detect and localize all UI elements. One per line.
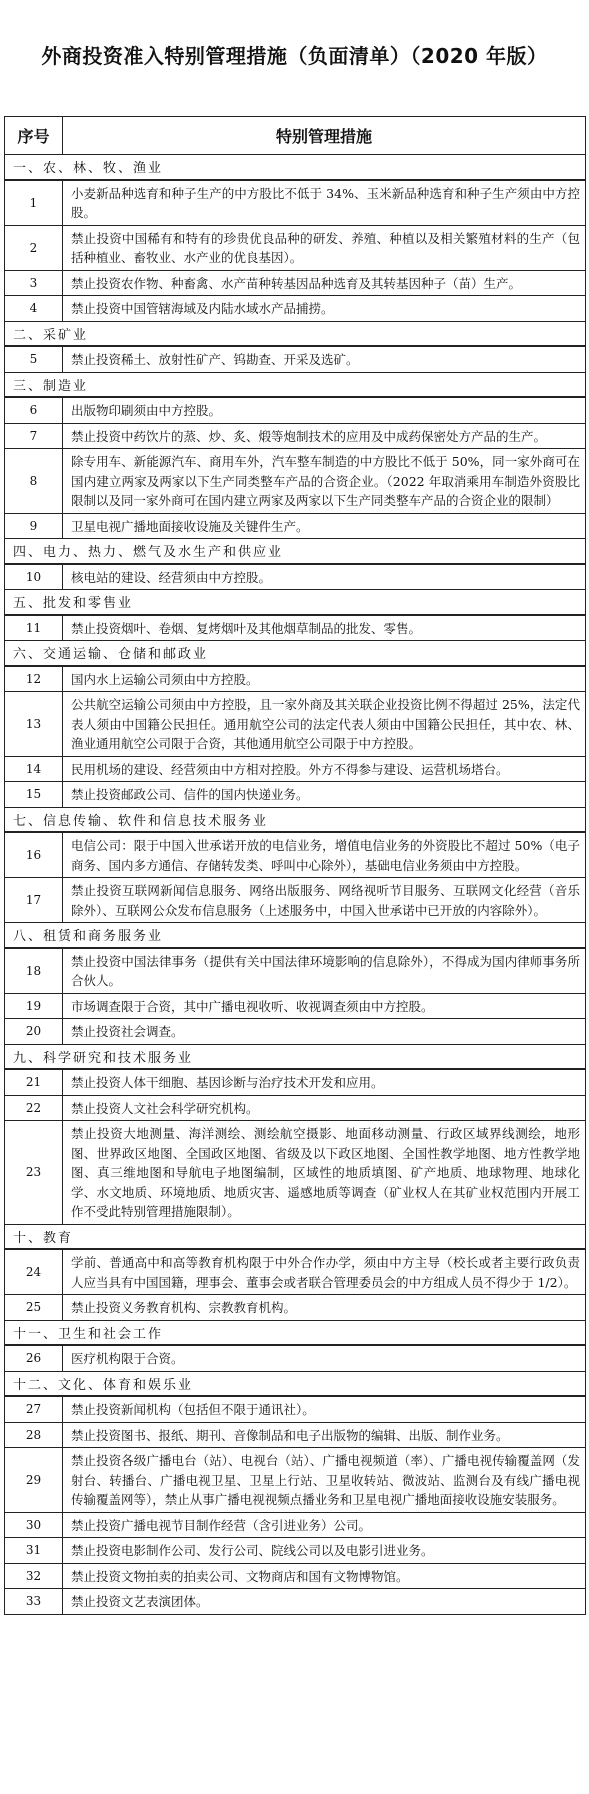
table-row bbox=[5, 423, 586, 449]
item-measure: 禁止投资稀土、放射性矿产、钨勘查、开采及选矿。 bbox=[63, 346, 586, 372]
table-row bbox=[5, 1448, 586, 1513]
section-title: 九、科学研究和技术服务业 bbox=[5, 1044, 586, 1069]
item-measure: 禁止投资大地测量、海洋测绘、测绘航空摄影、地面移动测量、行政区域界线测绘，地形图、世界政区地图、全国政区地图、省级及以下政区地图、全国性教学地图、地方性教学地图、真三维地图和导航电子地图编制，区域性的地质填图、矿产地质、地球物理、地球化学、水文地质、环境地质、地质灾害、遥感地质等调查（矿业权人在其矿业权范围内开展工作不受此特别管理措施限制）。 bbox=[63, 1121, 586, 1225]
item-number: 32 bbox=[5, 1563, 63, 1589]
table-row bbox=[5, 1422, 586, 1448]
section-row bbox=[5, 1371, 586, 1396]
item-measure: 禁止投资社会调查。 bbox=[63, 1019, 586, 1045]
item-number: 22 bbox=[5, 1095, 63, 1121]
table-row bbox=[5, 1069, 586, 1095]
table-row bbox=[5, 270, 586, 296]
item-measure: 禁止投资广播电视节目制作经营（含引进业务）公司。 bbox=[63, 1512, 586, 1538]
item-number: 8 bbox=[5, 449, 63, 514]
table-row bbox=[5, 1512, 586, 1538]
item-number: 33 bbox=[5, 1589, 63, 1615]
item-number: 13 bbox=[5, 692, 63, 757]
item-number: 30 bbox=[5, 1512, 63, 1538]
item-measure: 禁止投资义务教育机构、宗教教育机构。 bbox=[63, 1295, 586, 1321]
item-number: 3 bbox=[5, 270, 63, 296]
item-number: 2 bbox=[5, 225, 63, 270]
item-measure: 核电站的建设、经营须由中方控股。 bbox=[63, 564, 586, 590]
table-row bbox=[5, 692, 586, 757]
section-title: 十一、卫生和社会工作 bbox=[5, 1320, 586, 1345]
item-measure: 医疗机构限于合资。 bbox=[63, 1345, 586, 1371]
item-measure: 禁止投资农作物、种畜禽、水产苗种转基因品种选育及其转基因种子（苗）生产。 bbox=[63, 270, 586, 296]
table-row bbox=[5, 449, 586, 514]
item-number: 18 bbox=[5, 948, 63, 994]
item-measure: 小麦新品种选育和种子生产的中方股比不低于 34%、玉米新品种选育和种子生产须由中方控股。 bbox=[63, 180, 586, 226]
item-number: 26 bbox=[5, 1345, 63, 1371]
table-row bbox=[5, 615, 586, 641]
item-number: 16 bbox=[5, 832, 63, 878]
table-row bbox=[5, 180, 586, 226]
table-row bbox=[5, 397, 586, 423]
section-row bbox=[5, 155, 586, 180]
item-measure: 国内水上运输公司须由中方控股。 bbox=[63, 666, 586, 692]
item-measure: 卫星电视广播地面接收设施及关键件生产。 bbox=[63, 513, 586, 539]
item-measure: 禁止投资互联网新闻信息服务、网络出版服务、网络视听节目服务、互联网文化经营（音乐除外）、互联网公众发布信息服务（上述服务中，中国入世承诺中已开放的内容除外）。 bbox=[63, 878, 586, 923]
section-title: 六、交通运输、仓储和邮政业 bbox=[5, 641, 586, 666]
item-measure: 禁止投资文物拍卖的拍卖公司、文物商店和国有文物博物馆。 bbox=[63, 1563, 586, 1589]
item-measure: 禁止投资图书、报纸、期刊、音像制品和电子出版物的编辑、出版、制作业务。 bbox=[63, 1422, 586, 1448]
section-title: 四、电力、热力、燃气及水生产和供应业 bbox=[5, 539, 586, 564]
item-number: 17 bbox=[5, 878, 63, 923]
table-row bbox=[5, 832, 586, 878]
section-title: 三、制造业 bbox=[5, 372, 586, 397]
item-number: 20 bbox=[5, 1019, 63, 1045]
section-title: 十、教育 bbox=[5, 1224, 586, 1249]
table-row bbox=[5, 1563, 586, 1589]
table-row bbox=[5, 1538, 586, 1564]
item-number: 7 bbox=[5, 423, 63, 449]
item-measure: 禁止投资邮政公司、信件的国内快递业务。 bbox=[63, 782, 586, 808]
table-body bbox=[5, 155, 586, 1615]
section-title: 七、信息传输、软件和信息技术服务业 bbox=[5, 807, 586, 832]
item-number: 27 bbox=[5, 1396, 63, 1422]
item-number: 12 bbox=[5, 666, 63, 692]
section-title: 十二、文化、体育和娱乐业 bbox=[5, 1371, 586, 1396]
table-row bbox=[5, 346, 586, 372]
table-row bbox=[5, 296, 586, 322]
item-number: 31 bbox=[5, 1538, 63, 1564]
table-row bbox=[5, 513, 586, 539]
item-measure: 禁止投资人文社会科学研究机构。 bbox=[63, 1095, 586, 1121]
item-number: 1 bbox=[5, 180, 63, 226]
item-number: 29 bbox=[5, 1448, 63, 1513]
section-title: 八、租赁和商务服务业 bbox=[5, 923, 586, 948]
section-row bbox=[5, 539, 586, 564]
table-row bbox=[5, 225, 586, 270]
item-measure: 禁止投资文艺表演团体。 bbox=[63, 1589, 586, 1615]
section-row bbox=[5, 807, 586, 832]
section-row bbox=[5, 1224, 586, 1249]
item-measure: 出版物印刷须由中方控股。 bbox=[63, 397, 586, 423]
table-row bbox=[5, 948, 586, 994]
item-number: 15 bbox=[5, 782, 63, 808]
table-row bbox=[5, 756, 586, 782]
item-number: 9 bbox=[5, 513, 63, 539]
item-measure: 除专用车、新能源汽车、商用车外，汽车整车制造的中方股比不低于 50%，同一家外商可在国内建立两家及两家以下生产同类整车产品的合资企业。（2022 年取消乘用车制造外资股比限制以及同一家外商可在国内建立两家及两家以下生产同类整车产品的合资企业的限制） bbox=[63, 449, 586, 514]
item-number: 28 bbox=[5, 1422, 63, 1448]
table-row bbox=[5, 1095, 586, 1121]
item-measure: 禁止投资中药饮片的蒸、炒、炙、煅等炮制技术的应用及中成药保密处方产品的生产。 bbox=[63, 423, 586, 449]
item-measure: 民用机场的建设、经营须由中方相对控股。外方不得参与建设、运营机场塔台。 bbox=[63, 756, 586, 782]
section-title: 一、农、林、牧、渔业 bbox=[5, 155, 586, 180]
section-row bbox=[5, 1044, 586, 1069]
item-number: 23 bbox=[5, 1121, 63, 1225]
table-row bbox=[5, 564, 586, 590]
item-measure: 禁止投资电影制作公司、发行公司、院线公司以及电影引进业务。 bbox=[63, 1538, 586, 1564]
item-measure: 禁止投资各级广播电台（站）、电视台（站）、广播电视频道（率）、广播电视传输覆盖网（发射台、转播台、广播电视卫星、卫星上行站、卫星收转站、微波站、监测台及有线广播电视传输覆盖网等），禁止从事广播电视视频点播业务和卫星电视广播地面接收设施安装服务。 bbox=[63, 1448, 586, 1513]
table-row bbox=[5, 1019, 586, 1045]
negative-list-table bbox=[4, 116, 586, 1615]
item-measure: 禁止投资中国稀有和特有的珍贵优良品种的研发、养殖、种植以及相关繁殖材料的生产（包括种植业、畜牧业、水产业的优良基因）。 bbox=[63, 225, 586, 270]
table-row bbox=[5, 1249, 586, 1295]
header-measure: 特别管理措施 bbox=[63, 117, 586, 155]
item-measure: 学前、普通高中和高等教育机构限于中外合作办学，须由中方主导（校长或者主要行政负责人应当具有中国国籍，理事会、董事会或者联合管理委员会的中方组成人员不得少于 1/2）。 bbox=[63, 1249, 586, 1295]
item-number: 11 bbox=[5, 615, 63, 641]
item-measure: 禁止投资中国管辖海域及内陆水域水产品捕捞。 bbox=[63, 296, 586, 322]
table-row bbox=[5, 666, 586, 692]
item-number: 25 bbox=[5, 1295, 63, 1321]
table-row bbox=[5, 1396, 586, 1422]
section-row bbox=[5, 641, 586, 666]
table-header-row bbox=[5, 117, 586, 155]
section-row bbox=[5, 1320, 586, 1345]
table-row bbox=[5, 1589, 586, 1615]
section-row bbox=[5, 372, 586, 397]
section-title: 五、批发和零售业 bbox=[5, 590, 586, 615]
section-row bbox=[5, 321, 586, 346]
item-number: 24 bbox=[5, 1249, 63, 1295]
item-number: 14 bbox=[5, 756, 63, 782]
item-measure: 禁止投资烟叶、卷烟、复烤烟叶及其他烟草制品的批发、零售。 bbox=[63, 615, 586, 641]
header-number: 序号 bbox=[5, 117, 63, 155]
item-measure: 公共航空运输公司须由中方控股，且一家外商及其关联企业投资比例不得超过 25%，法定代表人须由中国籍公民担任。通用航空公司的法定代表人须由中国籍公民担任，其中农、林、渔业通用航空公司限于合资，其他通用航空公司限于中方控股。 bbox=[63, 692, 586, 757]
table-row bbox=[5, 1121, 586, 1225]
section-row bbox=[5, 923, 586, 948]
item-number: 5 bbox=[5, 346, 63, 372]
item-measure: 禁止投资人体干细胞、基因诊断与治疗技术开发和应用。 bbox=[63, 1069, 586, 1095]
section-row bbox=[5, 590, 586, 615]
item-measure: 电信公司：限于中国入世承诺开放的电信业务，增值电信业务的外资股比不超过 50%（电子商务、国内多方通信、存储转发类、呼叫中心除外），基础电信业务须由中方控股。 bbox=[63, 832, 586, 878]
table-row bbox=[5, 878, 586, 923]
table-row bbox=[5, 1345, 586, 1371]
section-title: 二、采矿业 bbox=[5, 321, 586, 346]
table-row bbox=[5, 782, 586, 808]
item-number: 10 bbox=[5, 564, 63, 590]
item-measure: 市场调查限于合资，其中广播电视收听、收视调查须由中方控股。 bbox=[63, 993, 586, 1019]
table-row bbox=[5, 1295, 586, 1321]
item-measure: 禁止投资新闻机构（包括但不限于通讯社）。 bbox=[63, 1396, 586, 1422]
item-number: 6 bbox=[5, 397, 63, 423]
document-title: 外商投资准入特别管理措施（负面清单）（2020 年版） bbox=[41, 44, 548, 68]
item-number: 19 bbox=[5, 993, 63, 1019]
item-number: 21 bbox=[5, 1069, 63, 1095]
item-number: 4 bbox=[5, 296, 63, 322]
item-measure: 禁止投资中国法律事务（提供有关中国法律环境影响的信息除外），不得成为国内律师事务所合伙人。 bbox=[63, 948, 586, 994]
table-row bbox=[5, 993, 586, 1019]
